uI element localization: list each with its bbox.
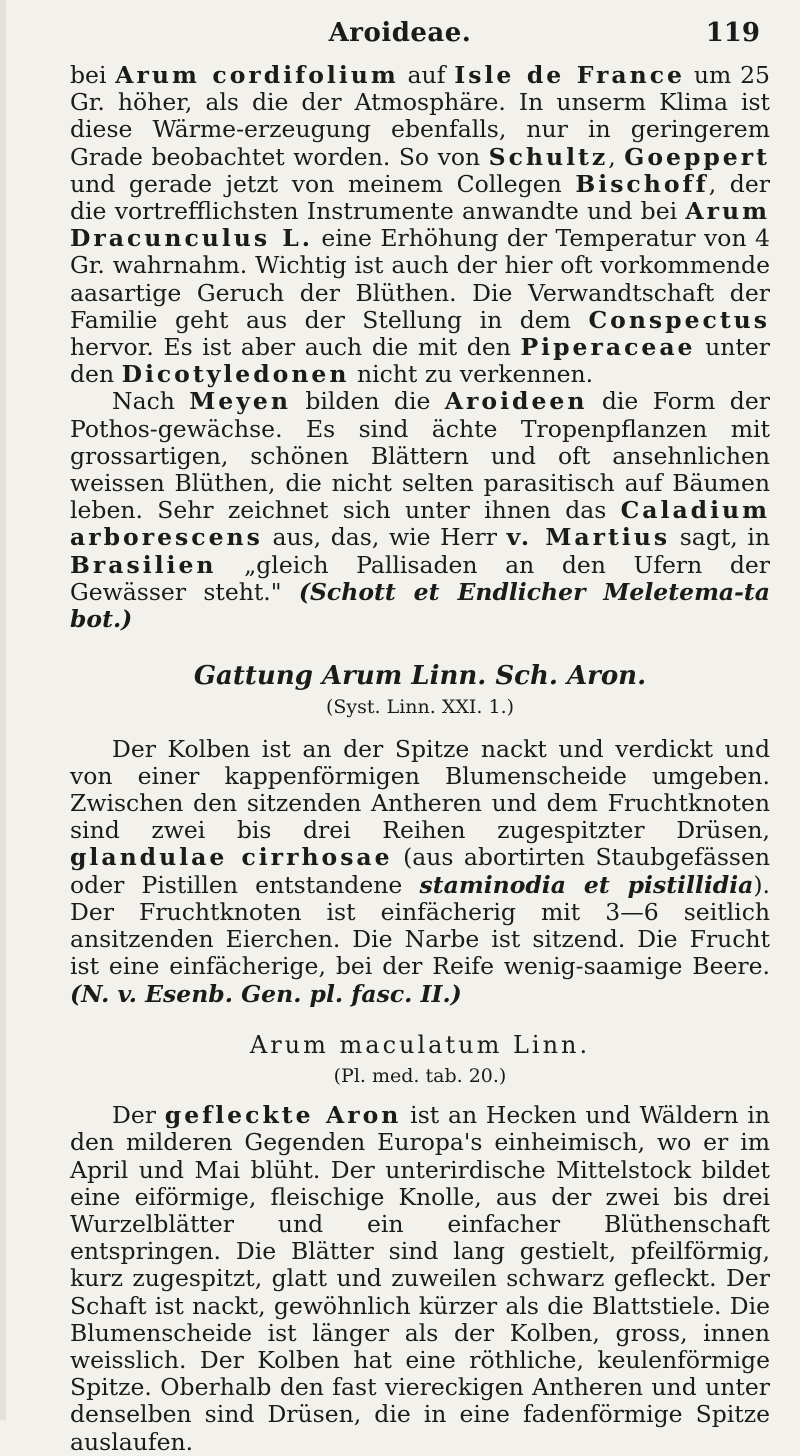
reference-schott-endlicher: (Schott et Endlicher Meletema-ta bot.)	[70, 577, 770, 634]
text-run: bei	[70, 61, 116, 89]
text-run: bilden die	[290, 387, 445, 416]
term-arum-cordifolium: Arum cordifolium	[115, 61, 399, 89]
text-run: ). Der Fruchtknoten ist einfächerig mit 3—6 seitlich ansitzenden Eierchen. Die Narbe ist sitzend. Die Frucht ist eine einfächerige, bei der Reife wenig-saamige Beere.	[70, 870, 770, 981]
binding-edge	[0, 0, 6, 1420]
species-description	[70, 1102, 770, 1456]
text-run: die Form der Pothos-gewächse. Es sind ächte Tropenpflanzen mit grossartigen, schönen Blättern und oft ansehnlichen weissen Blüthen, die nicht selten parasitisch auf Bäumen leben. Sehr zeichnet sich unter ihnen das	[70, 387, 770, 525]
text-run: aus, das, wie Herr	[262, 523, 507, 552]
name-bischoff: Bischoff	[575, 169, 709, 198]
body-text	[70, 62, 770, 1456]
text-run: hervor. Es ist aber auch die mit den	[70, 333, 521, 362]
intro-paragraph-2	[70, 388, 770, 633]
reference-esenbeck: (N. v. Esenb. Gen. pl. fasc. II.)	[70, 979, 462, 1008]
term-aroideen: Aroideen	[444, 387, 588, 416]
text-run: (aus abortirten Staubgefässen oder Pistillen entstandene	[70, 843, 770, 899]
name-martius: v. Martius	[506, 523, 671, 552]
genus-description	[70, 736, 770, 1008]
page-number: 119	[705, 18, 760, 48]
text-run: unter den	[70, 333, 770, 389]
text-run: nicht zu verkennen.	[349, 360, 594, 389]
text-run: auf	[398, 61, 455, 89]
species-plate-reference: (Pl. med. tab. 20.)	[333, 1064, 507, 1087]
name-goeppert: Goeppert	[624, 142, 770, 171]
text-run: „gleich Pallisaden an den Ufern der Gewässer steht."	[70, 550, 770, 606]
term-gefleckte-aron: gefleckte Aron	[164, 1101, 402, 1130]
text-run: ist an Hecken und Wäldern in den milderen Gegenden Europa's einheimisch, wo er im April und Mai blüht. Der unterirdische Mittelstock bildet eine eiförmige, fleischige Knolle, aus der zwei bis drei Wurzelblätter und ein einfacher Blüthenschaft entspringen. Die Blätter sind lang gestielt, pfeilförmig, kurz zugespitzt, glatt und zuweilen schwarz gefleckt. Der Schaft ist nackt, gewöhnlich kürzer als die Blattstiele. Die Blumenscheide ist länger als der Kolben, gross, innen weisslich. Der Kolben hat eine röthliche, keulenförmige Spitze. Oberhalb den fast viereckigen Antheren und unter denselben sind Drüsen, die in eine fadenförmige Spitze auslaufen.	[70, 1101, 770, 1456]
term-caladium-arborescens: Caladium arborescens	[70, 496, 770, 552]
text-run: eine Erhöhung der Temperatur von 4 Gr. wahrnahm. Wichtig ist auch der hier oft vorkommende aasartige Geruch der Blüthen. Die Verwandtschaft der Familie geht aus der Stellung in dem	[70, 224, 770, 334]
place-isle-de-france: Isle de France	[454, 61, 686, 89]
text-run: Der	[112, 1101, 165, 1130]
term-glandulae-cirrhosae: glandulae cirrhosae	[70, 843, 393, 872]
text-run: sagt, in	[670, 523, 770, 552]
text-run: Der Kolben ist an der Spitze nackt und verdickt und von einer kappenförmigen Blumenscheide umgeben. Zwischen den sitzenden Antheren und dem Fruchtknoten sind zwei bis drei Reihen zugespitzter Drüsen,	[70, 734, 770, 845]
text-run: um 25 Gr. höher, als die der Atmosphäre. In unserm Klima ist diese Wärme-erzeugung ebenfalls, nur in geringerem Grade beobachtet worden. So von	[70, 61, 770, 171]
term-arum-dracunculus: Arum Dracunculus L.	[70, 197, 770, 253]
text-run: und gerade jetzt von meinem Collegen	[70, 169, 576, 198]
term-conspectus: Conspectus	[588, 305, 770, 334]
text-run: ,	[608, 142, 625, 171]
page-header	[0, 12, 800, 52]
intro-paragraph-1	[70, 62, 770, 388]
place-brasilien: Brasilien	[70, 550, 217, 579]
species-heading: Arum maculatum Linn.	[249, 1030, 591, 1059]
term-staminodia: staminodia et pistillidia	[419, 870, 754, 899]
running-head: Aroideae.	[328, 18, 472, 48]
term-piperaceae: Piperaceae	[520, 333, 696, 362]
term-dicotyledonen: Dicotyledonen	[121, 360, 350, 389]
genus-system-reference: (Syst. Linn. XXI. 1.)	[325, 696, 515, 719]
text-run: , der die vortrefflichsten Instrumente anwandte und bei	[70, 169, 770, 226]
name-schultz: Schultz	[488, 142, 609, 171]
genus-heading: Gattung Arum Linn. Sch. Aron.	[193, 661, 647, 692]
name-meyen: Meyen	[189, 387, 291, 416]
text-run: Nach	[112, 387, 190, 416]
